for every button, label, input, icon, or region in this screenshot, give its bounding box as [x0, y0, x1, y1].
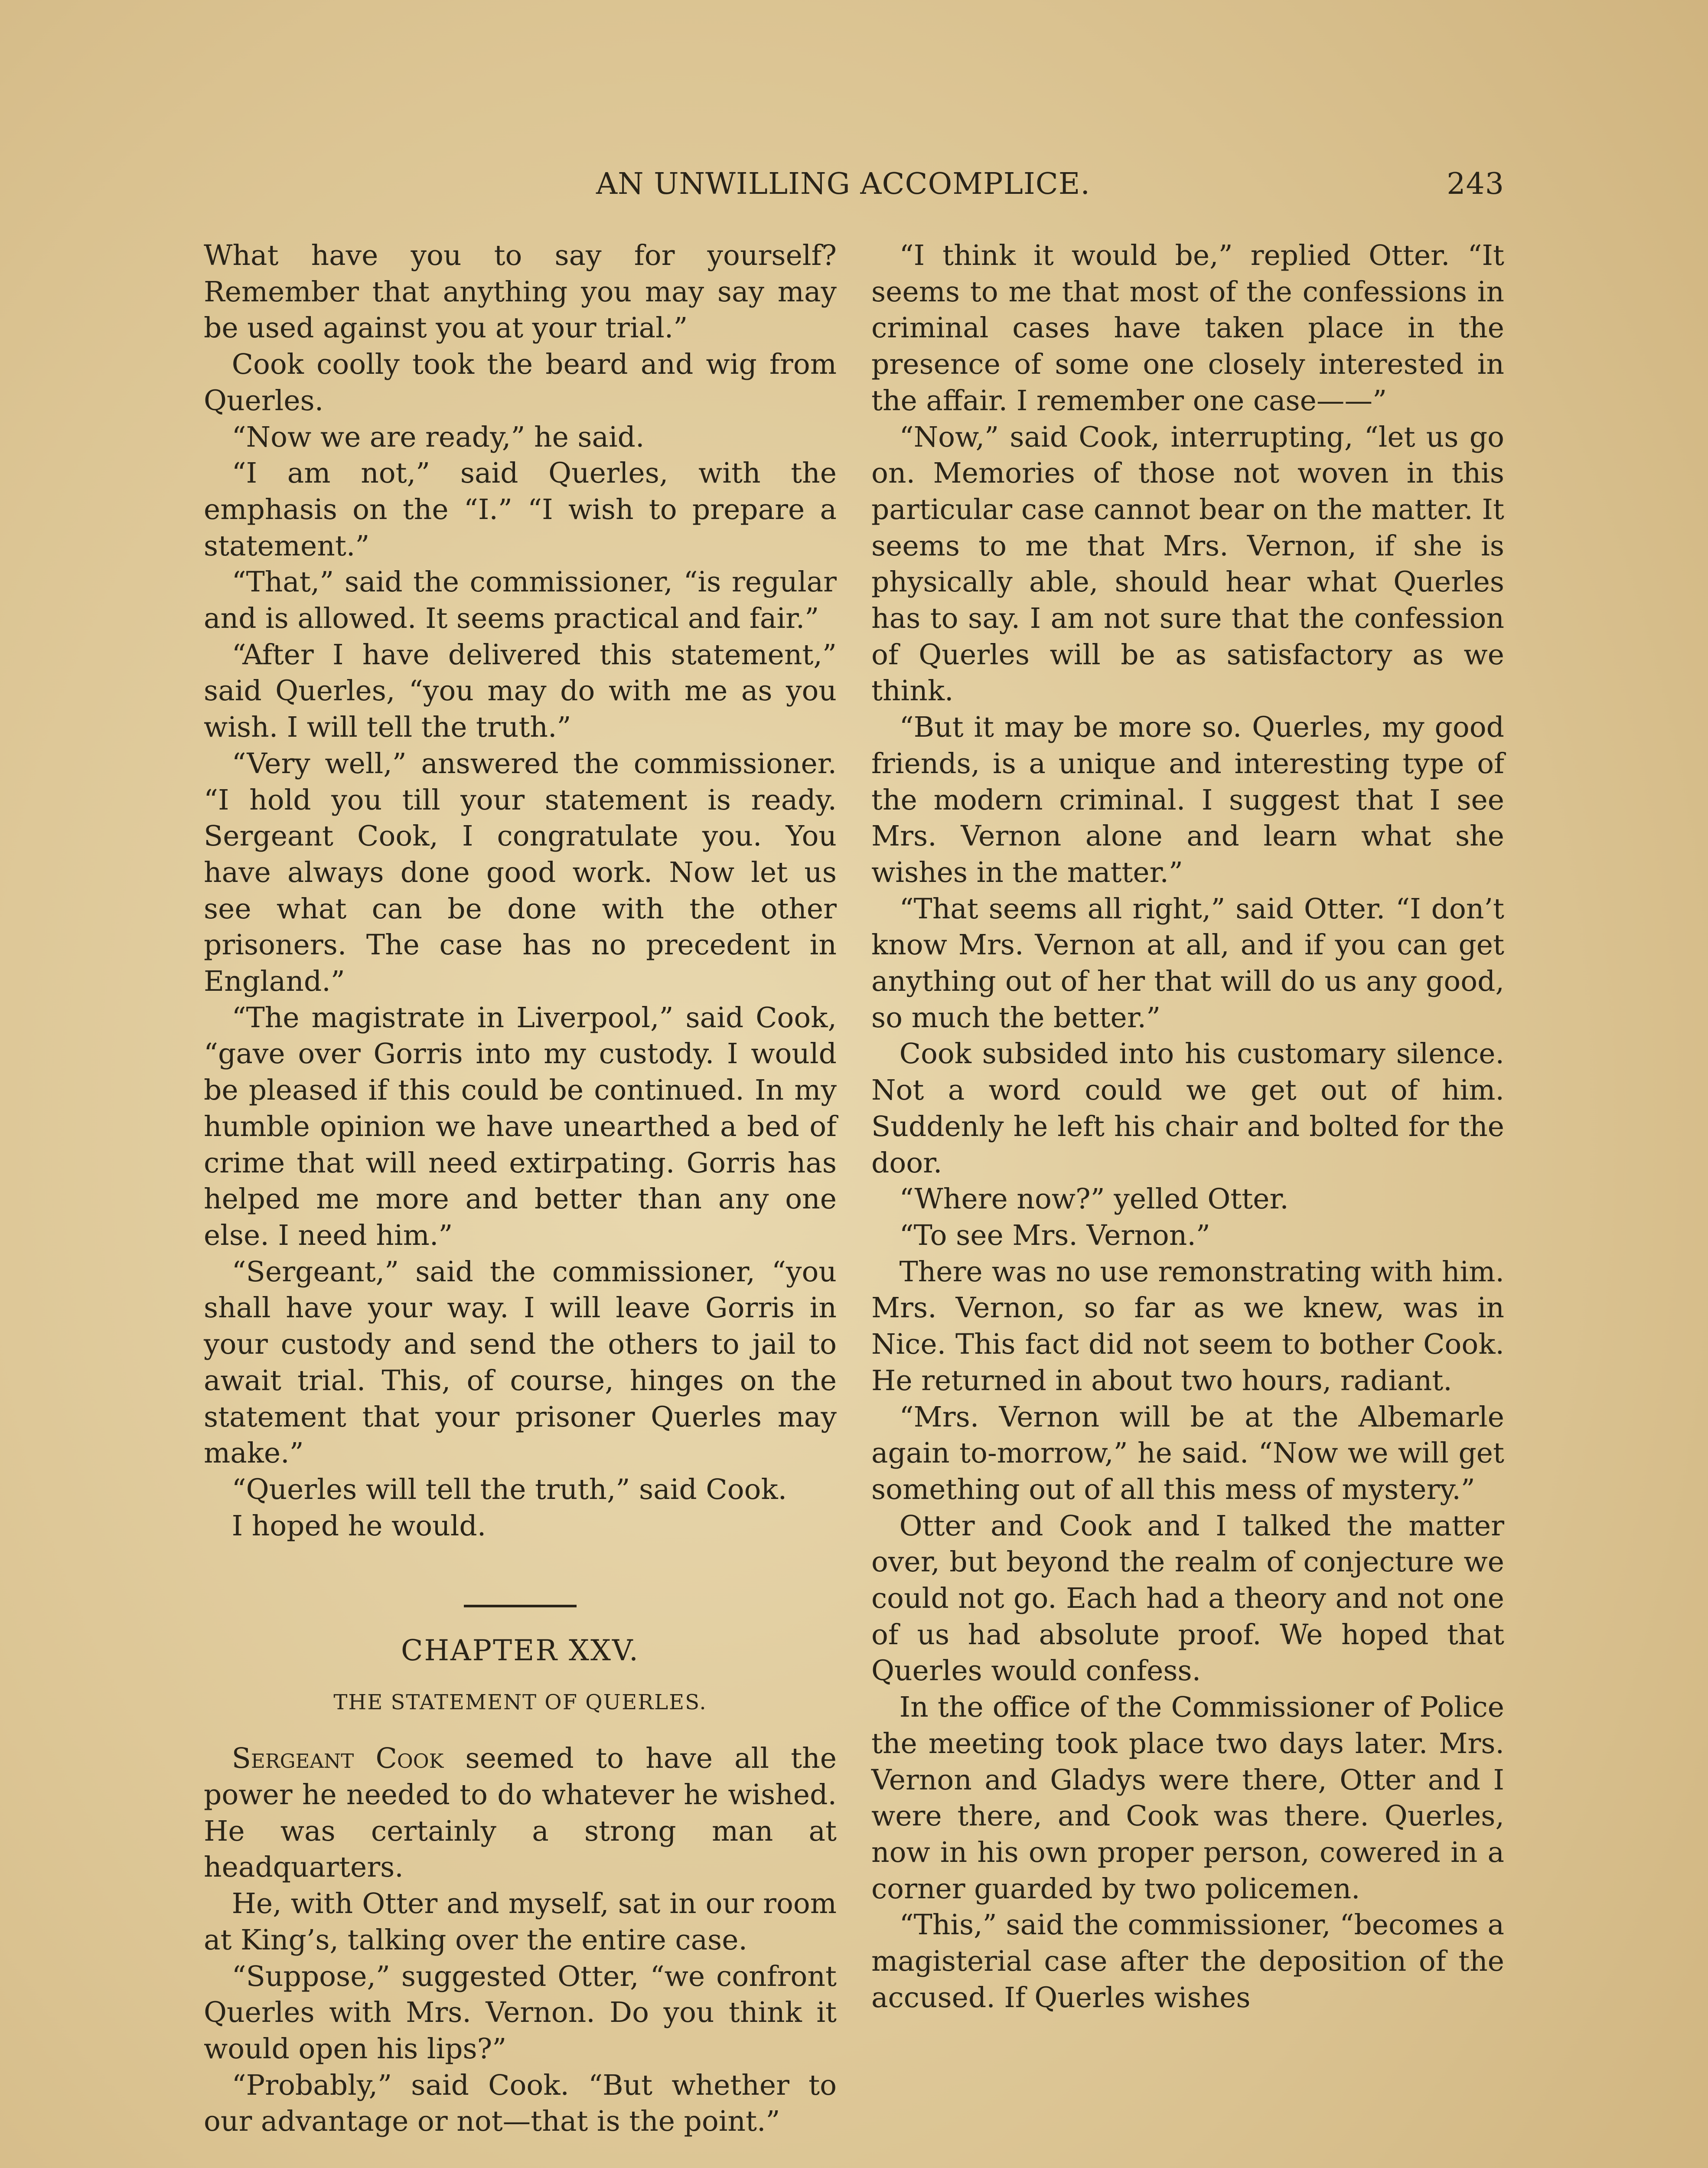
- paragraph: There was no use remonstrating with him. Mrs. Vernon, so far as we knew, was in Nice. This fact did not seem to bother Cook. He returned in about two hours, radiant.: [871, 1255, 1504, 1397]
- paragraph: “That seems all right,” said Otter. “I don’t know Mrs. Vernon at all, and if you can get anything out of her that will do us any good, so much the better.”: [871, 892, 1504, 1034]
- paragraph: “Now we are ready,” he said.: [231, 421, 645, 454]
- page-number: 243: [1447, 167, 1504, 201]
- chapter-divider-rule: [464, 1605, 577, 1607]
- paragraph: “Mrs. Vernon will be at the Albemarle again to-morrow,” he said. “Now we will get something out of all this mess of mystery.”: [871, 1401, 1504, 1506]
- paragraph: “Probably,” said Cook. “But whether to our advantage or not—that is the point.”: [204, 2069, 837, 2138]
- chapter-lead-words: Sergeant Cook: [231, 1742, 444, 1775]
- paragraph: He, with Otter and myself, sat in our room at King’s, talking over the entire case.: [204, 1887, 837, 1956]
- paragraph: “I think it would be,” replied Otter. “It seems to me that most of the confessions in criminal cases have taken place in the presence of some one closely interested in the affair. I remember one case——”: [871, 239, 1504, 417]
- paragraph: “But it may be more so. Querles, my good friends, is a unique and interesting type of the modern criminal. I suggest that I see Mrs. Vernon alone and learn what she wishes in the matter.”: [871, 711, 1504, 889]
- paragraph: “Where now?” yelled Otter.: [899, 1183, 1289, 1216]
- paragraph: “Querles will tell the truth,” said Cook.: [231, 1473, 787, 1506]
- paragraph: “To see Mrs. Vernon.”: [899, 1219, 1210, 1252]
- running-head: [204, 167, 1504, 206]
- right-column: [871, 238, 1504, 2016]
- paragraph: “This,” said the commissioner, “becomes a magisterial case after the deposition of the accused. If Querles wishes: [871, 1909, 1504, 2014]
- chapter-first-paragraph: [204, 1740, 837, 1886]
- paragraph: “The magistrate in Liverpool,” said Cook, “gave over Gorris into my custody. I would be pleased if this could be continued. In my humble opinion we have unearthed a bed of crime that will need extirpating. Gorris has helped me more and better than any one else. I need him.”: [204, 1001, 837, 1252]
- paragraph: “Very well,” answered the commissioner. “I hold you till your statement is ready. Sergeant Cook, I congratulate you. You have always done good work. Now let us see what can be done with the other prisoners. The case has no precedent in England.”: [204, 747, 837, 998]
- chapter-subtitle: THE STATEMENT OF QUERLES.: [333, 1690, 707, 1715]
- running-title: AN UNWILLING ACCOMPLICE.: [596, 167, 1090, 201]
- chapter-first-paragraph-text: seemed to have all the power he needed to do whatever he wished. He was certainly a strong man at headquarters.: [204, 1742, 837, 1884]
- paragraph: “I am not,” said Querles, with the emphasis on the “I.” “I wish to prepare a statement.”: [204, 457, 837, 562]
- paragraph: “Suppose,” suggested Otter, “we confront Querles with Mrs. Vernon. Do you think it would open his lips?”: [204, 1960, 837, 2065]
- paragraph: I hoped he would.: [231, 1509, 486, 1542]
- paragraph: Otter and Cook and I talked the matter over, but beyond the realm of conjecture we could not go. Each had a theory and not one of us had absolute proof. We hoped that Querles would confess.: [871, 1509, 1504, 1688]
- chapter-title: CHAPTER XXV.: [401, 1634, 640, 1668]
- paragraph: “That,” said the commissioner, “is regular and is allowed. It seems practical and fair.”: [204, 566, 837, 635]
- paragraph: “Now,” said Cook, interrupting, “let us go on. Memories of those not woven in this particular case cannot bear on the matter. It seems to me that Mrs. Vernon, if she is physically able, should hear what Querles has to say. I am not sure that the confession of Querles will be as satisfactory as we think.: [871, 421, 1504, 708]
- paragraph: In the office of the Commissioner of Police the meeting took place two days later. Mrs. Vernon and Gladys were there, Otter and I were there, and Cook was there. Querles, now in his own proper person, cowered in a corner guarded by two policemen.: [871, 1691, 1504, 1905]
- paragraph: Cook coolly took the beard and wig from Querles.: [204, 348, 837, 417]
- paragraph: Cook subsided into his customary silence. Not a word could we get out of him. Suddenly he left his chair and bolted for the door.: [871, 1038, 1504, 1179]
- left-column: [204, 238, 837, 2140]
- paragraph: “Sergeant,” said the commissioner, “you shall have your way. I will leave Gorris in your custody and send the others to jail to await trial. This, of course, hinges on the statement that your prisoner Querles may make.”: [204, 1255, 837, 1470]
- paragraph: What have you to say for yourself? Remember that anything you may say may be used against you at your trial.”: [204, 239, 837, 345]
- paragraph: “After I have delivered this statement,” said Querles, “you may do with me as you wish. I will tell the truth.”: [204, 638, 837, 744]
